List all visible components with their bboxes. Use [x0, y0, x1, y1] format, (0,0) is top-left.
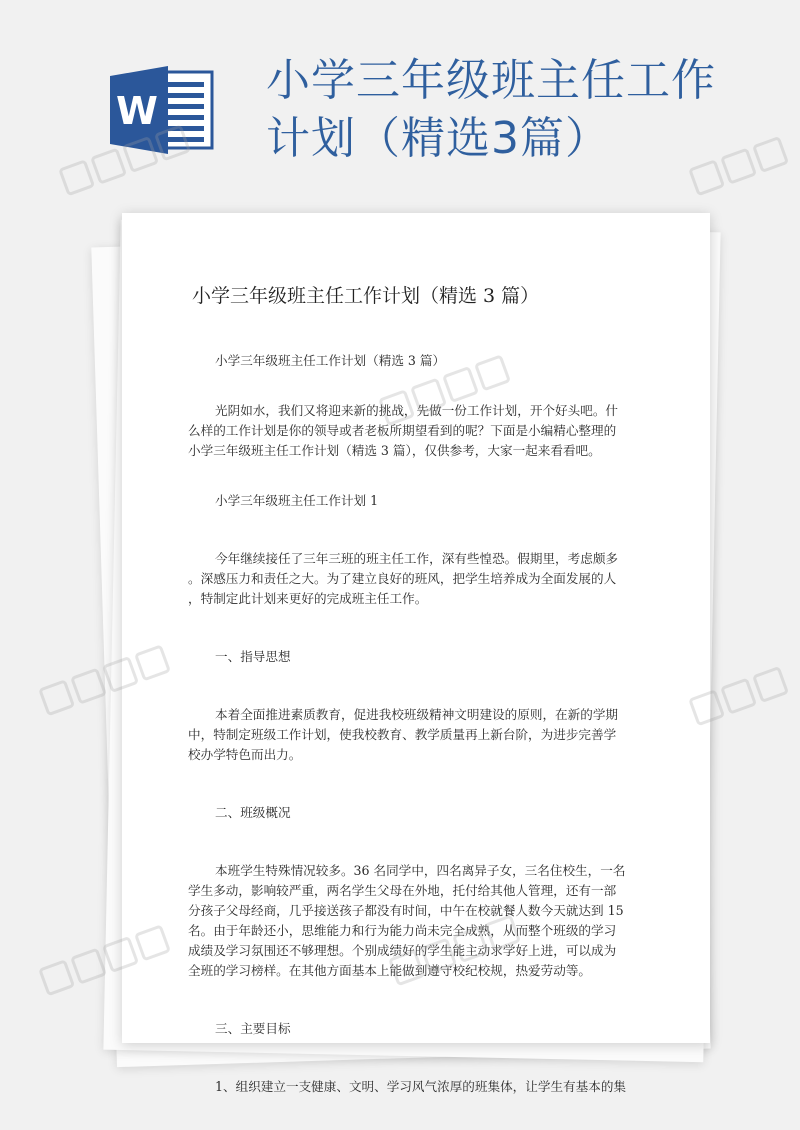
document-page [122, 213, 710, 1094]
doc-line: 小学三年级班主任工作计划（精选 3 篇） [215, 353, 446, 368]
doc-line: 本班学生特殊情况较多。36 名同学中，四名离异子女，三名住校生，一名 [215, 863, 626, 878]
doc-section-heading: 小学三年级班主任工作计划 1 [215, 493, 379, 508]
doc-section-heading: 三、主要目标 [215, 1021, 291, 1036]
doc-line: 小学三年级班主任工作计划（精选 3 篇），仅供参考，大家一起来看看吧。 [188, 443, 601, 458]
doc-line: 全班的学习榜样。在其他方面基本上能做到遵守校纪校规，热爱劳动等。 [188, 963, 591, 978]
doc-section-heading: 一、指导思想 [215, 649, 291, 664]
doc-line: 。深感压力和责任之大。为了建立良好的班风，把学生培养成为全面发展的人 [188, 571, 617, 586]
word-icon-letter: W [116, 89, 158, 133]
doc-line: 本着全面推进素质教育，促进我校班级精神文明建设的原则，在新的学期 [215, 707, 618, 722]
page-title-line-1: 小学三年级班主任工作 [266, 55, 716, 106]
doc-line: 成绩及学习氛围还不够理想。个别成绩好的学生能主动求学好上进，可以成为 [188, 943, 617, 958]
doc-section-heading: 二、班级概况 [215, 805, 291, 820]
doc-line: 么样的工作计划是你的领导或者老板所期望看到的呢？下面是小编精心整理的 [188, 423, 617, 438]
word-document-icon [108, 66, 214, 154]
doc-line: 今年继续接任了三年三班的班主任工作，深有些惶恐。假期里，考虑颇多 [215, 551, 618, 566]
doc-line: ，特制定此计划来更好的完成班主任工作。 [188, 591, 428, 606]
doc-line: 光阴如水，我们又将迎来新的挑战，先做一份工作计划，开个好头吧。什 [215, 403, 618, 418]
document-body [188, 351, 650, 1097]
doc-line: 1、组织建立一支健康、文明、学习风气浓厚的班集体，让学生有基本的集 [215, 1079, 627, 1094]
doc-line: 学生多动，影响较严重，两名学生父母在外地，托付给其他人管理，还有一部 [188, 883, 617, 898]
page-title [266, 52, 786, 168]
doc-line: 校办学特色而出力。 [188, 747, 302, 762]
doc-line: 中，特制定班级工作计划，使我校教育、教学质量再上新台阶，为进步完善学 [188, 727, 617, 742]
document-title: 小学三年级班主任工作计划（精选 3 篇） [192, 285, 540, 307]
doc-line: 名。由于年龄还小，思维能力和行为能力尚未完全成熟，从而整个班级的学习 [188, 923, 617, 938]
page-title-line-2: 计划（精选3篇） [266, 113, 610, 164]
doc-line: 分孩子父母经商，几乎接送孩子都没有时间，中午在校就餐人数今天就达到 15 [188, 903, 624, 918]
